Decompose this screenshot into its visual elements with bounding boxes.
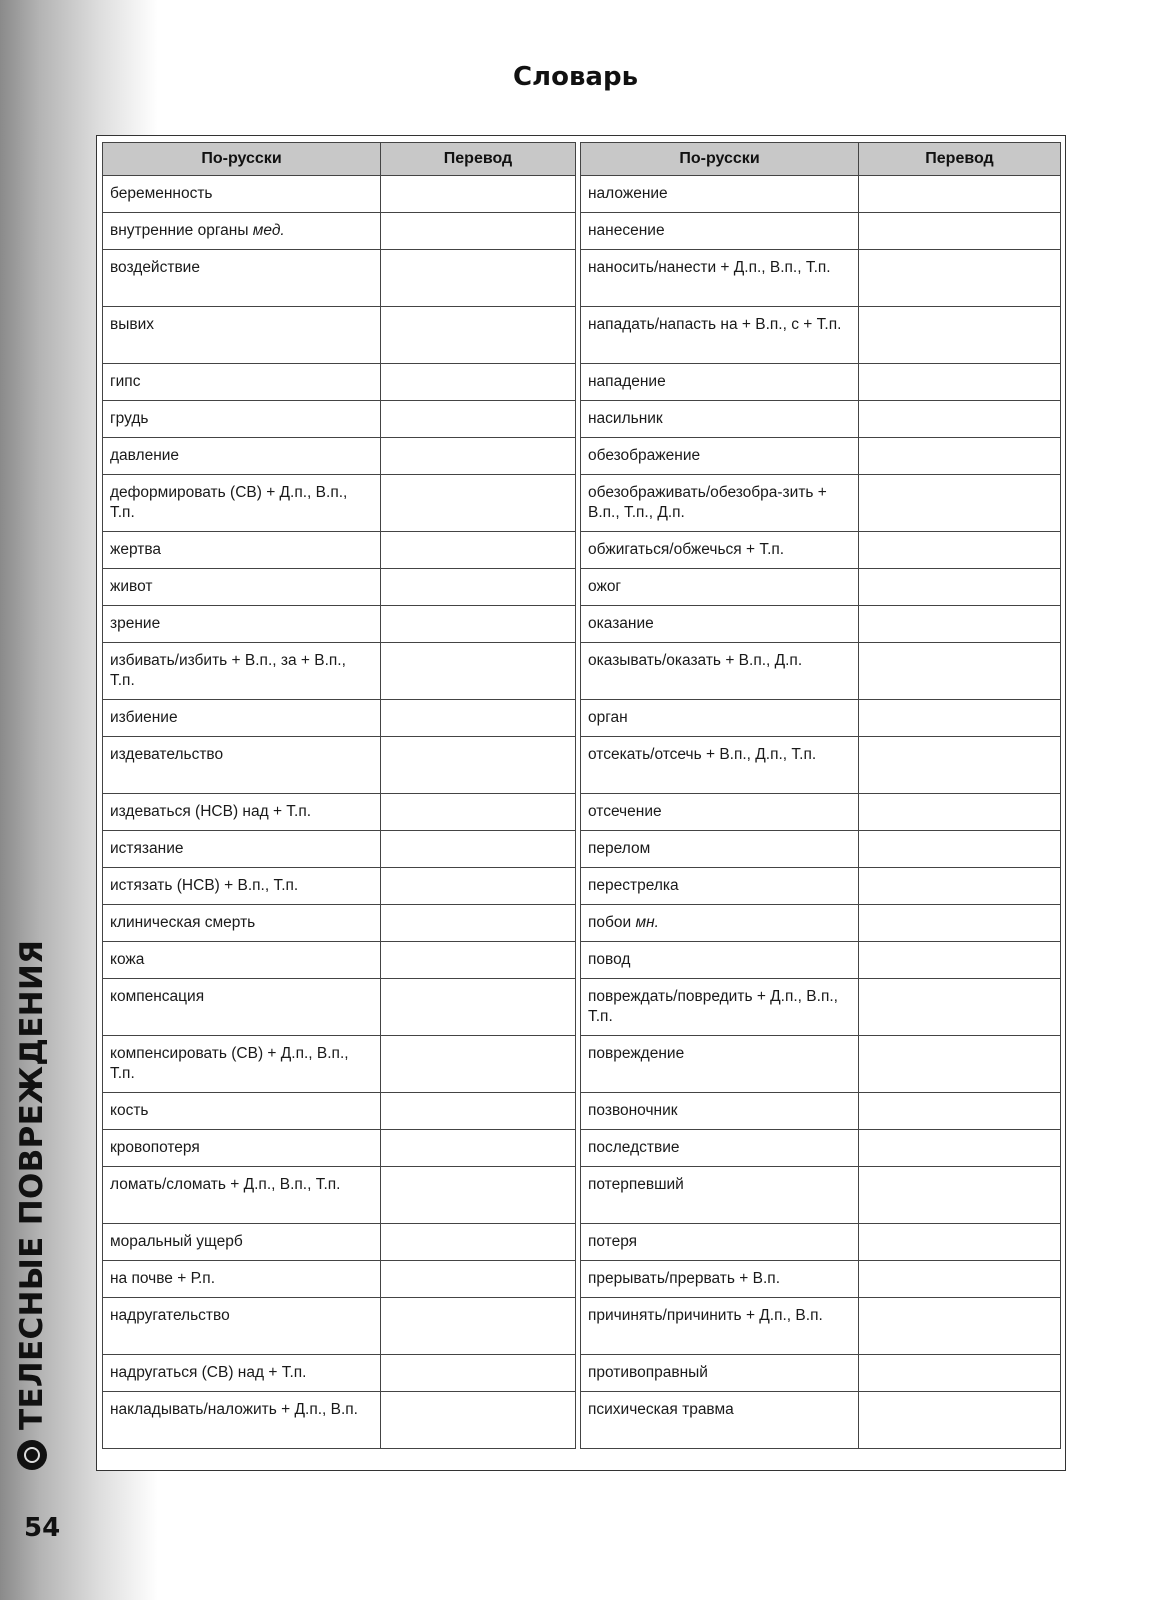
table-row bbox=[581, 794, 1061, 831]
russian-term bbox=[103, 438, 381, 475]
russian-term bbox=[103, 606, 381, 643]
term-text: гипс bbox=[110, 373, 141, 390]
russian-term bbox=[581, 569, 859, 606]
page-number: 54 bbox=[24, 1513, 61, 1543]
chapter-side-title bbox=[2, 939, 62, 1470]
russian-term bbox=[103, 700, 381, 737]
term-text: надругаться (СВ) над + Т.п. bbox=[110, 1364, 307, 1381]
russian-term bbox=[103, 1130, 381, 1167]
russian-term bbox=[103, 942, 381, 979]
translation-cell[interactable] bbox=[381, 643, 576, 700]
table-row bbox=[103, 250, 576, 307]
russian-term bbox=[581, 213, 859, 250]
translation-cell[interactable] bbox=[859, 1093, 1061, 1130]
term-text: последствие bbox=[588, 1139, 680, 1156]
term-text: противоправный bbox=[588, 1364, 708, 1381]
translation-cell[interactable] bbox=[859, 569, 1061, 606]
term-text: накладывать/наложить + Д.п., В.п. bbox=[110, 1401, 358, 1418]
term-text: отсекать/отсечь + В.п., Д.п., Т.п. bbox=[588, 746, 817, 763]
table-body bbox=[581, 176, 1061, 1449]
translation-cell[interactable] bbox=[859, 942, 1061, 979]
table-row bbox=[581, 1130, 1061, 1167]
russian-term bbox=[581, 737, 859, 794]
term-text: кость bbox=[110, 1102, 149, 1119]
term-text: отсечение bbox=[588, 803, 662, 820]
term-text: компенсировать (СВ) + Д.п., В.п., Т.п. bbox=[110, 1045, 349, 1082]
russian-term bbox=[103, 643, 381, 700]
translation-cell[interactable] bbox=[381, 831, 576, 868]
table-row bbox=[103, 1167, 576, 1224]
term-text: позвоночник bbox=[588, 1102, 678, 1119]
term-text: перелом bbox=[588, 840, 651, 857]
translation-cell[interactable] bbox=[381, 569, 576, 606]
term-text: избиение bbox=[110, 709, 178, 726]
translation-cell[interactable] bbox=[381, 979, 576, 1036]
term-text: причинять/причинить + Д.п., В.п. bbox=[588, 1307, 823, 1324]
russian-term bbox=[581, 979, 859, 1036]
russian-term bbox=[103, 1036, 381, 1093]
table-row bbox=[581, 438, 1061, 475]
russian-term bbox=[581, 1093, 859, 1130]
column-header-translation: Перевод bbox=[859, 143, 1061, 176]
term-text: нападать/напасть на + В.п., с + Т.п. bbox=[588, 316, 842, 333]
table-row bbox=[581, 1036, 1061, 1093]
term-text: насильник bbox=[588, 410, 663, 427]
translation-cell[interactable] bbox=[859, 250, 1061, 307]
vocabulary-table-left bbox=[102, 142, 576, 1449]
translation-cell[interactable] bbox=[381, 1298, 576, 1355]
russian-term bbox=[581, 905, 859, 942]
translation-cell[interactable] bbox=[859, 1130, 1061, 1167]
table-row bbox=[103, 1355, 576, 1392]
translation-cell[interactable] bbox=[859, 307, 1061, 364]
table-row bbox=[103, 700, 576, 737]
table-row bbox=[581, 737, 1061, 794]
translation-cell[interactable] bbox=[859, 606, 1061, 643]
term-text: грудь bbox=[110, 410, 149, 427]
translation-cell[interactable] bbox=[859, 905, 1061, 942]
translation-cell[interactable] bbox=[381, 364, 576, 401]
russian-term bbox=[581, 831, 859, 868]
translation-cell[interactable] bbox=[859, 794, 1061, 831]
table-row bbox=[581, 475, 1061, 532]
table-row bbox=[103, 307, 576, 364]
table-row bbox=[103, 831, 576, 868]
term-text: повод bbox=[588, 951, 631, 968]
translation-cell[interactable] bbox=[859, 438, 1061, 475]
translation-cell[interactable] bbox=[859, 176, 1061, 213]
translation-cell[interactable] bbox=[381, 1355, 576, 1392]
translation-cell[interactable] bbox=[859, 737, 1061, 794]
table-row bbox=[581, 979, 1061, 1036]
term-text: клиническая смерть bbox=[110, 914, 256, 931]
term-text: обжигаться/обжечься + Т.п. bbox=[588, 541, 785, 558]
term-text: нападение bbox=[588, 373, 666, 390]
translation-cell[interactable] bbox=[859, 213, 1061, 250]
table-row bbox=[581, 307, 1061, 364]
table-row bbox=[581, 1392, 1061, 1449]
term-text: оказание bbox=[588, 615, 654, 632]
russian-term bbox=[103, 532, 381, 569]
term-text: обезображение bbox=[588, 447, 701, 464]
russian-term bbox=[581, 532, 859, 569]
table-row bbox=[581, 364, 1061, 401]
translation-cell[interactable] bbox=[381, 532, 576, 569]
table-row bbox=[581, 250, 1061, 307]
table-row bbox=[103, 438, 576, 475]
page-title: Словарь bbox=[512, 62, 639, 92]
russian-term bbox=[581, 1392, 859, 1449]
usage-note: мн. bbox=[635, 914, 659, 931]
table-row bbox=[103, 176, 576, 213]
term-text: повреждение bbox=[588, 1045, 685, 1062]
russian-term bbox=[103, 364, 381, 401]
russian-term bbox=[581, 250, 859, 307]
term-text: нанесение bbox=[588, 222, 665, 239]
table-row bbox=[103, 1093, 576, 1130]
term-text: жертва bbox=[110, 541, 162, 558]
table-row bbox=[581, 868, 1061, 905]
russian-term bbox=[581, 307, 859, 364]
term-text: издеваться (НСВ) над + Т.п. bbox=[110, 803, 312, 820]
term-text: беременность bbox=[110, 185, 213, 202]
translation-cell[interactable] bbox=[381, 905, 576, 942]
table-row bbox=[581, 569, 1061, 606]
term-text: зрение bbox=[110, 615, 161, 632]
table-row bbox=[581, 213, 1061, 250]
russian-term bbox=[581, 700, 859, 737]
russian-term bbox=[103, 1093, 381, 1130]
russian-term bbox=[581, 1224, 859, 1261]
table-row bbox=[103, 794, 576, 831]
translation-cell[interactable] bbox=[381, 1392, 576, 1449]
table-row bbox=[581, 532, 1061, 569]
russian-term bbox=[103, 401, 381, 438]
table-row bbox=[103, 364, 576, 401]
russian-term bbox=[103, 1261, 381, 1298]
term-text: ожог bbox=[588, 578, 622, 595]
table-row bbox=[581, 401, 1061, 438]
table-row bbox=[103, 475, 576, 532]
term-text: вывих bbox=[110, 316, 155, 333]
table-row bbox=[581, 905, 1061, 942]
translation-cell[interactable] bbox=[859, 364, 1061, 401]
translation-cell[interactable] bbox=[381, 213, 576, 250]
table-row bbox=[103, 1261, 576, 1298]
table-row bbox=[103, 979, 576, 1036]
russian-term bbox=[581, 364, 859, 401]
russian-term bbox=[581, 794, 859, 831]
table-row bbox=[581, 1298, 1061, 1355]
russian-term bbox=[103, 1298, 381, 1355]
table-row bbox=[103, 569, 576, 606]
translation-cell[interactable] bbox=[381, 250, 576, 307]
term-text: психическая травма bbox=[588, 1401, 734, 1418]
term-text: избивать/избить + В.п., за + В.п., Т.п. bbox=[110, 652, 346, 689]
term-text: перестрелка bbox=[588, 877, 679, 894]
translation-cell[interactable] bbox=[381, 307, 576, 364]
term-text: ломать/сломать + Д.п., В.п., Т.п. bbox=[110, 1176, 341, 1193]
term-text: истязать (НСВ) + В.п., Т.п. bbox=[110, 877, 299, 894]
translation-cell[interactable] bbox=[381, 868, 576, 905]
table-body bbox=[103, 176, 576, 1449]
translation-cell[interactable] bbox=[859, 1167, 1061, 1224]
translation-cell[interactable] bbox=[381, 1167, 576, 1224]
translation-cell[interactable] bbox=[381, 475, 576, 532]
russian-term bbox=[581, 606, 859, 643]
russian-term bbox=[581, 1036, 859, 1093]
table-row bbox=[581, 1093, 1061, 1130]
term-text: истязание bbox=[110, 840, 184, 857]
term-text: повреждать/повредить + Д.п., В.п., Т.п. bbox=[588, 988, 838, 1025]
term-text: потерпевший bbox=[588, 1176, 684, 1193]
term-text: внутренние органы bbox=[110, 222, 249, 239]
translation-cell[interactable] bbox=[381, 1261, 576, 1298]
russian-term bbox=[103, 794, 381, 831]
table-row bbox=[581, 606, 1061, 643]
chapter-title-text: ТЕЛЕСНЫЕ ПОВРЕЖДЕНИЯ bbox=[14, 939, 50, 1430]
usage-note: мед. bbox=[252, 222, 285, 239]
translation-cell[interactable] bbox=[859, 1355, 1061, 1392]
translation-cell[interactable] bbox=[859, 868, 1061, 905]
russian-term bbox=[103, 250, 381, 307]
russian-term bbox=[581, 1261, 859, 1298]
vocabulary-table-right bbox=[580, 142, 1061, 1449]
translation-cell[interactable] bbox=[381, 1130, 576, 1167]
table-row bbox=[103, 1036, 576, 1093]
table-row bbox=[581, 176, 1061, 213]
translation-cell[interactable] bbox=[381, 438, 576, 475]
term-text: давление bbox=[110, 447, 180, 464]
table-row bbox=[581, 1167, 1061, 1224]
column-header-translation: Перевод bbox=[381, 143, 576, 176]
russian-term bbox=[103, 176, 381, 213]
translation-cell[interactable] bbox=[859, 1261, 1061, 1298]
translation-cell[interactable] bbox=[859, 401, 1061, 438]
russian-term bbox=[581, 1130, 859, 1167]
table-row bbox=[581, 1261, 1061, 1298]
russian-term bbox=[103, 569, 381, 606]
table-row bbox=[103, 905, 576, 942]
russian-term bbox=[103, 1167, 381, 1224]
translation-cell[interactable] bbox=[859, 532, 1061, 569]
russian-term bbox=[103, 307, 381, 364]
table-row bbox=[103, 532, 576, 569]
term-text: компенсация bbox=[110, 988, 205, 1005]
russian-term bbox=[103, 868, 381, 905]
table-row bbox=[103, 868, 576, 905]
term-text: оказывать/оказать + В.п., Д.п. bbox=[588, 652, 803, 669]
translation-cell[interactable] bbox=[381, 1224, 576, 1261]
translation-cell[interactable] bbox=[381, 606, 576, 643]
russian-term bbox=[103, 475, 381, 532]
table-row bbox=[581, 700, 1061, 737]
table-row bbox=[103, 1392, 576, 1449]
term-text: побои bbox=[588, 914, 632, 931]
table-row bbox=[581, 942, 1061, 979]
table-row bbox=[103, 942, 576, 979]
russian-term bbox=[103, 1355, 381, 1392]
term-text: орган bbox=[588, 709, 628, 726]
translation-cell[interactable] bbox=[381, 700, 576, 737]
translation-cell[interactable] bbox=[859, 831, 1061, 868]
russian-term bbox=[581, 401, 859, 438]
translation-cell[interactable] bbox=[381, 737, 576, 794]
russian-term bbox=[103, 1392, 381, 1449]
term-text: потеря bbox=[588, 1233, 638, 1250]
translation-cell[interactable] bbox=[859, 643, 1061, 700]
russian-term bbox=[103, 979, 381, 1036]
russian-term bbox=[581, 942, 859, 979]
translation-cell[interactable] bbox=[859, 1224, 1061, 1261]
russian-term bbox=[103, 905, 381, 942]
table-row bbox=[581, 1224, 1061, 1261]
term-text: наложение bbox=[588, 185, 668, 202]
translation-cell[interactable] bbox=[381, 176, 576, 213]
russian-term bbox=[581, 643, 859, 700]
term-text: наносить/нанести + Д.п., В.п., Т.п. bbox=[588, 259, 831, 276]
term-text: прерывать/прервать + В.п. bbox=[588, 1270, 780, 1287]
term-text: кожа bbox=[110, 951, 145, 968]
term-text: живот bbox=[110, 578, 153, 595]
russian-term bbox=[581, 1167, 859, 1224]
term-text: воздействие bbox=[110, 259, 200, 276]
translation-cell[interactable] bbox=[381, 1093, 576, 1130]
translation-cell[interactable] bbox=[381, 942, 576, 979]
term-text: обезображивать/обезобра-зить + В.п., Т.п., Д.п. bbox=[588, 484, 827, 521]
russian-term bbox=[581, 1355, 859, 1392]
term-text: надругательство bbox=[110, 1307, 230, 1324]
term-text: кровопотеря bbox=[110, 1139, 200, 1156]
table-row bbox=[581, 831, 1061, 868]
table-row bbox=[103, 1130, 576, 1167]
table-row bbox=[103, 606, 576, 643]
translation-cell[interactable] bbox=[381, 401, 576, 438]
term-text: моральный ущерб bbox=[110, 1233, 243, 1250]
russian-term bbox=[581, 176, 859, 213]
table-row bbox=[103, 737, 576, 794]
table-row bbox=[103, 1224, 576, 1261]
translation-cell[interactable] bbox=[859, 1036, 1061, 1093]
term-text: на почве + Р.п. bbox=[110, 1270, 215, 1287]
table-row bbox=[581, 643, 1061, 700]
russian-term bbox=[581, 438, 859, 475]
translation-cell[interactable] bbox=[859, 979, 1061, 1036]
russian-term bbox=[581, 1298, 859, 1355]
translation-cell[interactable] bbox=[381, 1036, 576, 1093]
translation-cell[interactable] bbox=[859, 1298, 1061, 1355]
translation-cell[interactable] bbox=[859, 475, 1061, 532]
column-header-russian: По-русски bbox=[581, 143, 859, 176]
table-row bbox=[103, 213, 576, 250]
translation-cell[interactable] bbox=[381, 794, 576, 831]
translation-cell[interactable] bbox=[859, 700, 1061, 737]
table-row bbox=[103, 401, 576, 438]
term-text: деформировать (СВ) + Д.п., В.п., Т.п. bbox=[110, 484, 348, 521]
russian-term bbox=[581, 868, 859, 905]
russian-term bbox=[103, 737, 381, 794]
table-row bbox=[103, 1298, 576, 1355]
russian-term bbox=[581, 475, 859, 532]
column-header-russian: По-русски bbox=[103, 143, 381, 176]
russian-term bbox=[103, 831, 381, 868]
table-row bbox=[581, 1355, 1061, 1392]
term-text: издевательство bbox=[110, 746, 224, 763]
russian-term bbox=[103, 1224, 381, 1261]
table-row bbox=[103, 643, 576, 700]
russian-term bbox=[103, 213, 381, 250]
seal-icon bbox=[17, 1440, 47, 1470]
translation-cell[interactable] bbox=[859, 1392, 1061, 1449]
